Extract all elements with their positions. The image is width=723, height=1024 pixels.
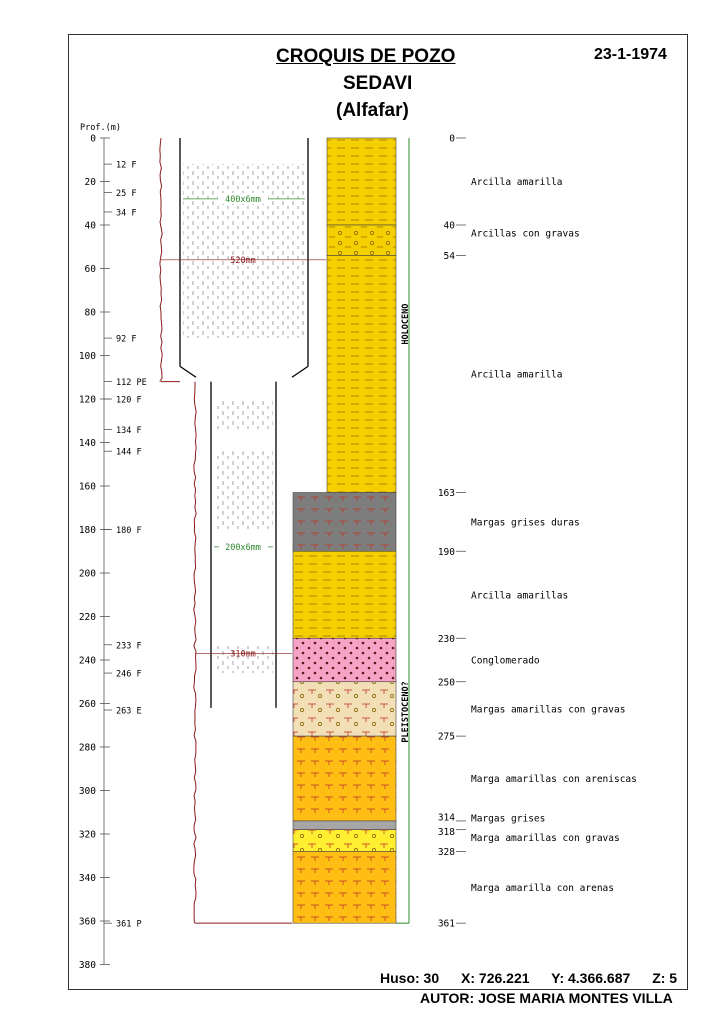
depth-tick-label: 60 xyxy=(84,264,96,275)
marker-label: 246 F xyxy=(116,669,142,680)
right-depth-label: 250 xyxy=(437,677,455,689)
marker-label: 144 F xyxy=(116,447,142,458)
marker-label: 134 F xyxy=(116,425,142,436)
coordinates-footer xyxy=(380,970,695,986)
depth-tick-label: 280 xyxy=(78,742,96,754)
right-depth-label: 190 xyxy=(437,546,455,558)
layer-pattern-6 xyxy=(293,682,396,736)
layer-pattern-9 xyxy=(293,830,396,852)
layer-name: Margas grises duras xyxy=(471,517,580,529)
depth-tick-label: 340 xyxy=(78,873,96,884)
casing-reducer-right xyxy=(292,366,308,377)
layer-pattern-3 xyxy=(293,493,396,552)
layer-name: Marga amarilla con arenas xyxy=(471,882,614,894)
page-title: CROQUIS DE POZO xyxy=(276,46,456,67)
right-depth-label: 163 xyxy=(437,488,455,500)
depth-tick-label: 200 xyxy=(78,568,96,580)
right-depth-label: 0 xyxy=(449,133,455,145)
depth-tick-label: 220 xyxy=(78,612,96,623)
layer-name: Margas amarillas con gravas xyxy=(471,704,626,716)
screen-zone xyxy=(214,451,273,529)
marker-label: 112 PE xyxy=(116,378,147,389)
date-label: 23-1-1974 xyxy=(594,46,667,63)
marker-label: 92 F xyxy=(116,334,137,345)
layer-8 xyxy=(293,821,396,830)
casing-reducer-left xyxy=(180,366,196,377)
layer-name: Arcilla amarilla xyxy=(471,177,563,188)
layer-name: Conglomerado xyxy=(471,655,540,667)
depth-tick-label: 140 xyxy=(78,438,96,449)
right-depth-label: 54 xyxy=(443,250,455,262)
right-depth-label: 275 xyxy=(437,731,455,743)
layer-pattern-2 xyxy=(327,255,396,492)
marker-label: 25 F xyxy=(116,188,137,199)
bore-diameter-label: 520mm xyxy=(230,255,256,266)
layer-name: Margas grises xyxy=(471,813,546,825)
borehole-wall-lower-left xyxy=(194,382,196,924)
screen-zone xyxy=(214,399,273,429)
layer-pattern-1 xyxy=(327,225,396,255)
marker-label: 12 F xyxy=(116,160,137,171)
bore-diameter-label: 310mm xyxy=(230,649,256,660)
depth-tick-label: 160 xyxy=(78,481,96,493)
marker-label: 120 F xyxy=(116,395,142,406)
right-depth-label: 314 xyxy=(437,812,455,824)
depth-tick-label: 360 xyxy=(78,916,96,928)
depth-tick-label: 40 xyxy=(84,220,96,232)
right-depth-label: 40 xyxy=(443,220,455,232)
layer-name: Arcilla amarillas xyxy=(471,590,569,602)
depth-tick-label: 240 xyxy=(78,655,96,667)
marker-label: 233 F xyxy=(116,641,142,652)
right-depth-label: 361 xyxy=(437,918,455,930)
depth-axis-label: Prof.(m) xyxy=(80,123,121,133)
huso-label: Huso: 30 xyxy=(380,970,440,986)
casing-label: 200x6mm xyxy=(225,542,261,553)
casing-label: 400x6mm xyxy=(225,194,261,205)
page-subtitle-location: (Alfafar) xyxy=(336,100,409,121)
depth-tick-label: 100 xyxy=(78,351,96,362)
depth-tick-label: 300 xyxy=(78,786,96,797)
layer-name: Marga amarillas con areniscas xyxy=(471,774,637,786)
depth-tick-label: 320 xyxy=(78,829,96,841)
right-depth-label: 318 xyxy=(437,827,455,839)
depth-tick-label: 120 xyxy=(78,394,96,406)
marker-label: 361 P xyxy=(116,919,142,930)
depth-tick-label: 0 xyxy=(90,133,96,145)
marker-label: 34 F xyxy=(116,208,137,219)
depth-tick-label: 180 xyxy=(78,525,96,536)
x-coordinate: X: 726.221 xyxy=(461,970,530,986)
marker-label: 180 F xyxy=(116,526,142,536)
depth-tick-label: 260 xyxy=(78,699,96,710)
layer-name: Arcilla amarilla xyxy=(471,369,563,381)
right-depth-label: 230 xyxy=(437,633,455,645)
layer-pattern-7 xyxy=(293,736,396,821)
marker-label: 263 E xyxy=(116,706,142,717)
y-coordinate: Y: 4.366.687 xyxy=(551,970,631,986)
epoch-pleistoceno: PLEISTOCENO? xyxy=(401,681,411,743)
author-label: AUTOR: JOSE MARIA MONTES VILLA xyxy=(420,990,673,1006)
z-coordinate: Z: 5 xyxy=(652,970,678,986)
layer-pattern-5 xyxy=(293,638,396,682)
depth-tick-label: 80 xyxy=(84,307,96,319)
layer-pattern-0 xyxy=(327,138,396,225)
depth-tick-label: 380 xyxy=(78,960,96,971)
page-subtitle: SEDAVI xyxy=(343,73,413,94)
layer-pattern-10 xyxy=(293,851,396,923)
right-depth-label: 328 xyxy=(437,846,455,858)
epoch-holoceno: HOLOCENO xyxy=(401,303,411,345)
screen-zone xyxy=(183,212,305,338)
depth-tick-label: 20 xyxy=(84,177,96,188)
layer-name: Marga amarillas con gravas xyxy=(471,833,620,845)
layer-name: Arcillas con gravas xyxy=(471,228,580,240)
layer-pattern-4 xyxy=(293,551,396,638)
